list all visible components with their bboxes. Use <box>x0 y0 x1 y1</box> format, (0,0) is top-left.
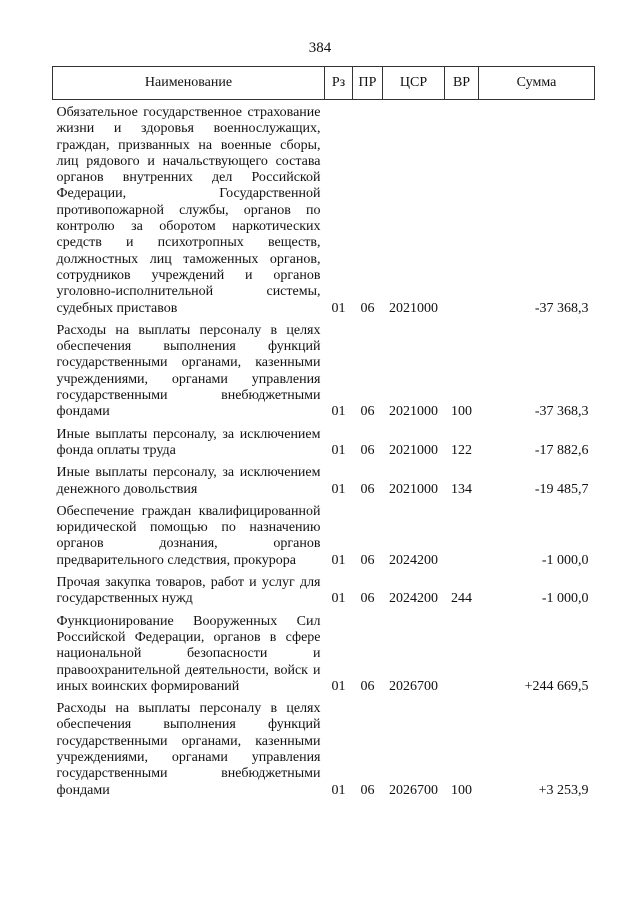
row-csr: 2021000 <box>389 481 438 497</box>
row-name: Иные выплаты персоналу, за исключением денежного довольствия <box>56 465 321 497</box>
row-sum: -1 000,0 <box>541 591 589 607</box>
row-csr: 2026700 <box>389 678 438 694</box>
row-rz: 01 <box>331 300 346 316</box>
row-name: Функционирование Вооруженных Сил Российской Федерации, органов в сфере национальной безопасности и правоохранительной деятельности, войск и иных воинских формирований <box>56 613 321 694</box>
table-row <box>53 422 595 461</box>
row-vr: 134 <box>451 481 472 497</box>
row-vr: 244 <box>451 591 472 607</box>
row-vr <box>445 499 479 570</box>
row-rz: 01 <box>331 678 346 694</box>
row-name: Расходы на выплаты персоналу в целях обеспечения выполнения функций государственными органами, казенными учреждениями, органами управления государственными внебюджетными фондами <box>56 701 321 798</box>
row-rz: 01 <box>331 782 346 798</box>
row-sum: -19 485,7 <box>534 481 589 497</box>
budget-table <box>52 66 595 800</box>
row-csr: 2021000 <box>389 300 438 316</box>
row-sum: -17 882,6 <box>534 442 589 458</box>
row-csr: 2021000 <box>389 404 438 420</box>
row-sum: +244 669,5 <box>524 678 589 694</box>
row-pr: 06 <box>360 591 375 607</box>
table-row <box>53 609 595 696</box>
row-sum: -1 000,0 <box>541 552 589 568</box>
table-row <box>53 499 595 570</box>
row-rz: 01 <box>331 442 346 458</box>
row-pr: 06 <box>360 404 375 420</box>
header-sum: Сумма <box>479 67 595 100</box>
row-vr <box>445 100 479 318</box>
row-pr: 06 <box>360 552 375 568</box>
row-name: Обеспечение граждан квалифицированной юридической помощью по назначению органов дознания, органов предварительного следствия, прокурора <box>56 503 321 568</box>
row-csr: 2026700 <box>389 782 438 798</box>
row-sum: -37 368,3 <box>534 300 589 316</box>
row-pr: 06 <box>360 442 375 458</box>
row-pr: 06 <box>360 678 375 694</box>
row-sum: -37 368,3 <box>534 404 589 420</box>
table-body <box>53 100 595 800</box>
row-rz: 01 <box>331 404 346 420</box>
row-pr: 06 <box>360 300 375 316</box>
header-rz: Рз <box>325 67 353 100</box>
header-csr: ЦСР <box>383 67 445 100</box>
header-name: Наименование <box>53 67 325 100</box>
page-number: 384 <box>308 40 332 56</box>
row-csr: 2024200 <box>389 552 438 568</box>
table-row <box>53 460 595 499</box>
header-pr: ПР <box>353 67 383 100</box>
row-vr: 100 <box>451 404 472 420</box>
row-vr: 122 <box>451 442 472 458</box>
row-pr: 06 <box>360 481 375 497</box>
row-name: Прочая закупка товаров, работ и услуг для государственных нужд <box>56 575 321 607</box>
table-row <box>53 100 595 318</box>
table-row <box>53 696 595 800</box>
row-pr: 06 <box>360 782 375 798</box>
row-name: Иные выплаты персоналу, за исключением фонда оплаты труда <box>56 426 321 458</box>
row-vr: 100 <box>451 782 472 798</box>
row-rz: 01 <box>331 591 346 607</box>
row-rz: 01 <box>331 481 346 497</box>
row-csr: 2024200 <box>389 591 438 607</box>
table-row <box>53 318 595 422</box>
row-sum: +3 253,9 <box>538 782 589 798</box>
header-vr: ВР <box>445 67 479 100</box>
row-rz: 01 <box>331 552 346 568</box>
table-row <box>53 570 595 609</box>
row-vr <box>445 609 479 696</box>
table-header <box>53 67 595 100</box>
row-name: Обязательное государственное страхование жизни и здоровья военнослужащих, граждан, призванных на военные сборы, лиц рядового и начальствующего состава органов внутренних дел Российской Федерации, Государственной противопожарной службы, органов по контролю за оборотом наркотических средств и психотропных веществ, должностных лиц таможенных органов, сотрудников учреждений и органов уголовно-исполнительной системы, судебных приставов <box>56 105 321 316</box>
row-name: Расходы на выплаты персоналу в целях обеспечения выполнения функций государственными органами, казенными учреждениями, органами управления государственными внебюджетными фондами <box>56 322 321 420</box>
row-csr: 2021000 <box>389 442 438 458</box>
